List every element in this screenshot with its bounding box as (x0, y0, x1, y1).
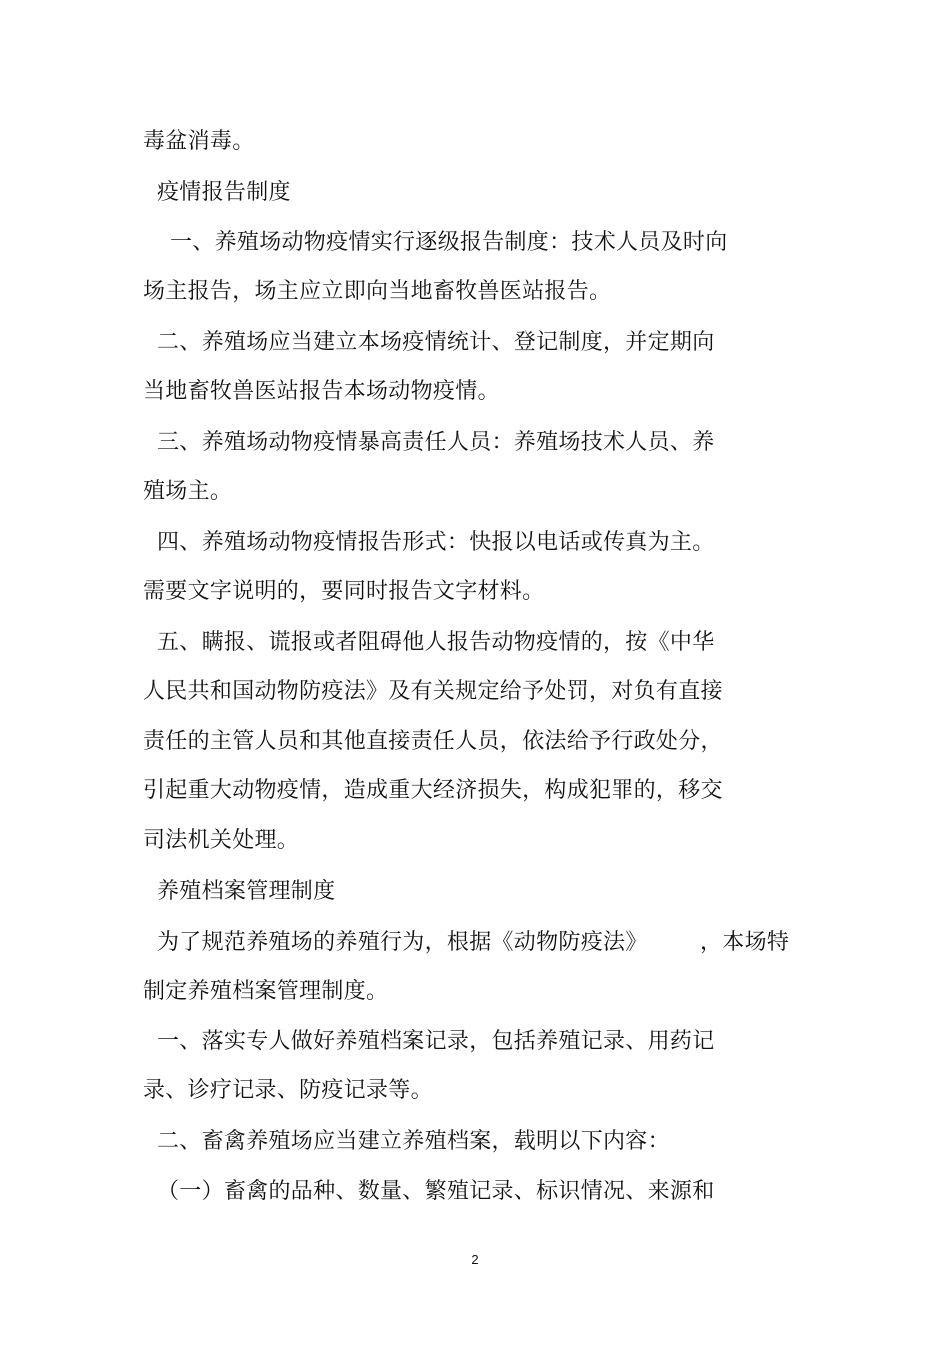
text-line: 殖场主。 (143, 479, 233, 504)
text-line: 一、落实专人做好养殖档案记录，包括养殖记录、用药记 (157, 1029, 715, 1054)
text-line: 引起重大动物疫情，造成重大经济损失，构成犯罪的，移交 (143, 778, 723, 803)
section-heading-epidemic-report: 疫情报告制度 (157, 180, 291, 205)
text-line: 当地畜牧兽医站报告本场动物疫情。 (143, 379, 500, 404)
text-line: ，本场特 (700, 930, 790, 955)
section-heading-breeding-archives: 养殖档案管理制度 (157, 879, 336, 904)
text-line: 人民共和国动物防疫法》及有关规定给予处罚，对负有直接 (143, 679, 723, 704)
text-line: 责任的主管人员和其他直接责任人员，依法给予行政处分， (143, 729, 723, 754)
text-line: （一）畜禽的品种、数量、繁殖记录、标识情况、来源和 (157, 1179, 715, 1204)
text-line: 司法机关处理。 (143, 828, 300, 853)
text-line: 录、诊疗记录、防疫记录等。 (143, 1078, 433, 1103)
text-line: 四、养殖场动物疫情报告形式：快报以电话或传真为主。 (157, 530, 715, 555)
text-line: 二、养殖场应当建立本场疫情统计、登记制度，并定期向 (157, 330, 715, 355)
text-line: 五、瞒报、谎报或者阻碍他人报告动物疫情的，按《中华 (157, 630, 715, 655)
text-line: 制定养殖档案管理制度。 (143, 979, 389, 1004)
text-line: 场主报告，场主应立即向当地畜牧兽医站报告。 (143, 279, 612, 304)
text-line: 毒盆消毒。 (143, 129, 255, 154)
text-line: 二、畜禽养殖场应当建立养殖档案，载明以下内容： (157, 1129, 670, 1154)
text-line: 三、养殖场动物疫情暴高责任人员：养殖场技术人员、养 (157, 430, 715, 455)
text-line: 为了规范养殖场的养殖行为，根据《动物防疫法》 (157, 930, 648, 955)
text-line: 需要文字说明的，要同时报告文字材料。 (143, 579, 545, 604)
text-line: 一、养殖场动物疫情实行逐级报告制度：技术人员及时向 (170, 230, 728, 255)
page-number: 2 (471, 1252, 479, 1267)
